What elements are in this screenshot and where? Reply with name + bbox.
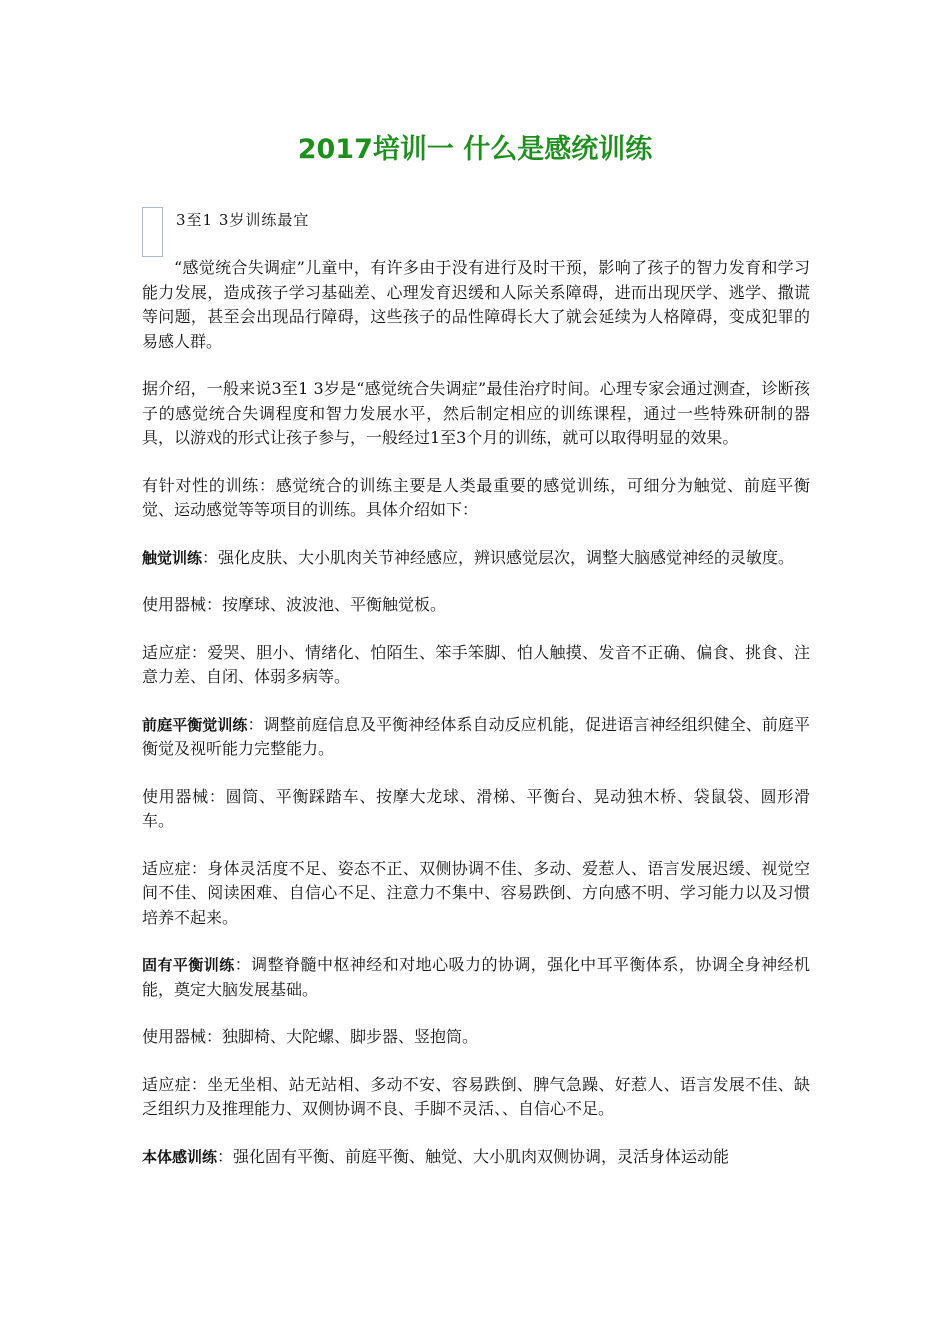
paragraph-text: 适应症：身体灵活度不足、姿态不正、双侧协调不佳、多动、爱惹人、语言发展迟缓、视觉空间不佳、阅读困难、自信心不足、注意力不集中、容易跌倒、方向感不明、学习能力以及习惯培养不起来。 bbox=[142, 858, 810, 927]
paragraph-text: 使用器械：按摩球、波波池、平衡触觉板。 bbox=[142, 595, 447, 614]
paragraph-text: “感觉统合失调症”儿童中，有许多由于没有进行及时干预，影响了孩子的智力发育和学习能力发展，造成孩子学习基础差、心理发育迟缓和人际关系障碍，进而出现厌学、逃学、撒谎等问题，甚至会出现品行障碍，这些孩子的品性障碍长大了就会延续为人格障碍，变成犯罪的易感人群。 bbox=[142, 258, 810, 351]
paragraph-lead: 固有平衡训练 bbox=[142, 956, 235, 974]
paragraph-text: 有针对性的训练：感觉统合的训练主要是人类最重要的感觉训练，可细分为触觉、前庭平衡觉、运动感觉等等项目的训练。具体介绍如下： bbox=[142, 475, 810, 519]
paragraph-text: 适应症：坐无坐相、站无站相、多动不安、容易跌倒、脾气急躁、好惹人、语言发展不佳、缺乏组织力及推理能力、双侧协调不良、手脚不灵活、、自信心不足。 bbox=[142, 1074, 810, 1118]
paragraph-lead: 前庭平衡觉训练 bbox=[142, 715, 248, 734]
paragraph-text: 适应症：爱哭、胆小、情绪化、怕陌生、笨手笨脚、怕人触摸、发音不正确、偏食、挑食、注意力差、自闭、体弱多病等。 bbox=[142, 642, 810, 686]
subtitle: 3至1 3岁训练最宜 bbox=[176, 211, 310, 229]
paragraph-lead: 本体感训练 bbox=[142, 1147, 218, 1166]
paragraph bbox=[142, 953, 810, 1002]
paragraph bbox=[142, 256, 810, 354]
paragraph-text: ：调整脊髓中枢神经和对地心吸力的协调，强化中耳平衡体系，协调全身神经机能，奠定大脑发展基础。 bbox=[142, 955, 810, 999]
paragraph-text: 使用器械：独脚椅、大陀螺、脚步器、竖抱筒。 bbox=[142, 1027, 479, 1046]
paragraph bbox=[142, 785, 810, 834]
paragraph bbox=[142, 593, 810, 618]
paragraph bbox=[142, 713, 810, 762]
paragraph bbox=[142, 546, 810, 571]
paragraph bbox=[142, 1025, 810, 1050]
paragraph bbox=[142, 474, 810, 523]
image-placeholder bbox=[142, 207, 163, 257]
paragraph bbox=[142, 377, 810, 451]
paragraph-lead: 触觉训练 bbox=[142, 548, 203, 567]
paragraph-text: ：强化固有平衡、前庭平衡、触觉、大小肌肉双侧协调，灵活身体运动能 bbox=[217, 1146, 730, 1166]
paragraph bbox=[142, 1073, 810, 1122]
paragraph bbox=[142, 1145, 810, 1170]
page-title: 2017培训一 什么是感统训练 bbox=[297, 134, 653, 165]
paragraph-text: 使用器械：圆筒、平衡踩踏车、按摩大龙球、滑梯、平衡台、晃动独木桥、袋鼠袋、圆形滑车。 bbox=[142, 786, 810, 830]
paragraph-text: ：强化皮肤、大小肌肉关节神经感应，辨识感觉层次，调整大脑感觉神经的灵敏度。 bbox=[202, 547, 795, 567]
paragraph-text: ：调整前庭信息及平衡神经体系自动反应机能，促进语言神经组织健全、前庭平衡觉及视听能力完整能力。 bbox=[142, 714, 810, 758]
paragraph bbox=[142, 641, 810, 690]
document-body bbox=[142, 256, 810, 1192]
paragraph bbox=[142, 857, 810, 931]
paragraph-text: 据介绍，一般来说3至1 3岁是“感觉统合失调症”最佳治疗时间。心理专家会通过测查，诊断孩子的感觉统合失调程度和智力发展水平，然后制定相应的训练课程，通过一些特殊研制的器具，以游戏的形式让孩子参与，一般经过1至3个月的训练，就可以取得明显的效果。 bbox=[142, 379, 810, 447]
